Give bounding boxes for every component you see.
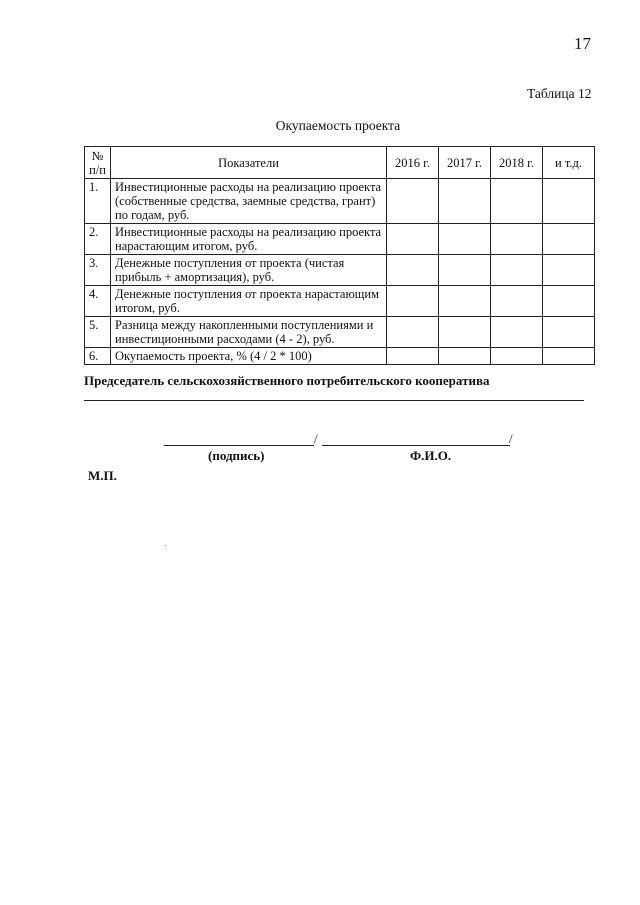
cell-2016	[387, 255, 439, 286]
cell-2017	[439, 317, 491, 348]
column-header-2018: 2018 г.	[491, 147, 543, 179]
cell-2017	[439, 224, 491, 255]
cell-2017	[439, 255, 491, 286]
name-line	[322, 445, 510, 446]
column-header-number: № п/п	[85, 147, 111, 179]
signature-slash: /	[314, 431, 318, 446]
cell-2018	[491, 224, 543, 255]
row-indicator: Разница между накопленными поступлениями и инвестиционными расходами (4 - 2), руб.	[111, 317, 387, 348]
table-title: Окупаемость проекта	[275, 118, 401, 133]
table-label: Таблица 12	[527, 86, 592, 101]
page-number: 17	[574, 34, 591, 53]
table-row	[85, 348, 595, 365]
signature-row	[164, 431, 524, 447]
cell-etc	[543, 317, 595, 348]
table-row	[85, 224, 595, 255]
row-number: 3.	[85, 255, 111, 286]
cell-etc	[543, 286, 595, 317]
payback-table	[84, 146, 595, 365]
column-header-2017: 2017 г.	[439, 147, 491, 179]
row-indicator: Денежные поступления от проекта нарастающим итогом, руб.	[111, 286, 387, 317]
row-number: 1.	[85, 179, 111, 224]
stamp-place: М.П.	[88, 468, 117, 483]
cell-2016	[387, 224, 439, 255]
scan-speck	[165, 545, 166, 546]
cell-etc	[543, 348, 595, 365]
table-row	[85, 179, 595, 224]
cell-2018	[491, 179, 543, 224]
row-number: 4.	[85, 286, 111, 317]
name-slash: /	[509, 431, 513, 446]
row-number: 6.	[85, 348, 111, 365]
cell-etc	[543, 224, 595, 255]
cell-2017	[439, 286, 491, 317]
row-indicator: Окупаемость проекта, % (4 / 2 * 100)	[111, 348, 387, 365]
cell-2016	[387, 348, 439, 365]
row-indicator: Денежные поступления от проекта (чистая прибыль + амортизация), руб.	[111, 255, 387, 286]
row-number: 5.	[85, 317, 111, 348]
table-header-row	[85, 147, 595, 179]
cell-2018	[491, 348, 543, 365]
column-header-etc: и т.д.	[543, 147, 595, 179]
table-row	[85, 286, 595, 317]
cell-2016	[387, 317, 439, 348]
cell-2018	[491, 255, 543, 286]
column-header-indicator: Показатели	[111, 147, 387, 179]
cell-2018	[491, 286, 543, 317]
row-indicator: Инвестиционные расходы на реализацию проекта нарастающим итогом, руб.	[111, 224, 387, 255]
chairman-label: Председатель сельскохозяйственного потребительского кооператива	[84, 373, 490, 388]
cell-2017	[439, 179, 491, 224]
cell-etc	[543, 179, 595, 224]
cell-etc	[543, 255, 595, 286]
row-indicator: Инвестиционные расходы на реализацию проекта (собственные средства, заемные средства, грант) по годам, руб.	[111, 179, 387, 224]
table-row	[85, 317, 595, 348]
column-header-2016: 2016 г.	[387, 147, 439, 179]
name-caption: Ф.И.О.	[410, 448, 452, 463]
row-number: 2.	[85, 224, 111, 255]
cell-2018	[491, 317, 543, 348]
table-row	[85, 255, 595, 286]
cell-2017	[439, 348, 491, 365]
signature-line	[164, 445, 314, 446]
cell-2016	[387, 179, 439, 224]
chairman-signature-line	[84, 400, 584, 401]
signature-caption: (подпись)	[208, 448, 265, 463]
cell-2016	[387, 286, 439, 317]
